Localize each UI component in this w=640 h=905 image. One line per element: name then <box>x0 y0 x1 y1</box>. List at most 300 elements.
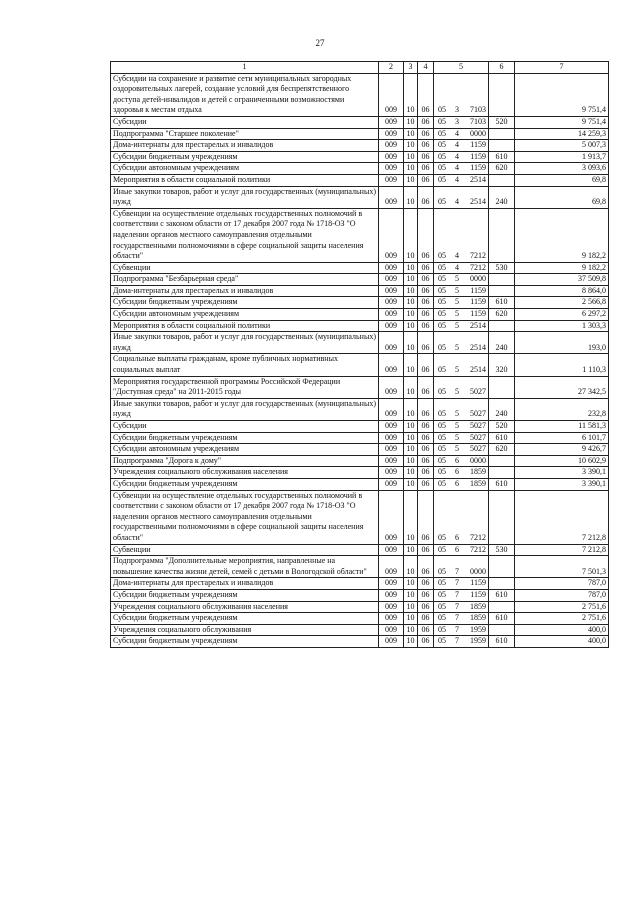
row-code-ministry: 009 <box>379 163 404 175</box>
row-code-expense-type: 620 <box>489 163 515 175</box>
page-number: 27 <box>315 38 325 48</box>
row-code-subsection: 06 <box>418 186 434 208</box>
row-code-section: 10 <box>404 478 418 490</box>
row-code-target <box>434 163 489 175</box>
row-code-target <box>434 589 489 601</box>
row-code-expense-type <box>489 174 515 186</box>
table-row <box>111 262 609 274</box>
row-code-subsection: 06 <box>418 636 434 648</box>
row-code-section: 10 <box>404 208 418 262</box>
row-amount: 6 101,7 <box>515 432 609 444</box>
row-code-target-subprogram: 4 <box>455 128 459 138</box>
row-code-ministry: 009 <box>379 444 404 456</box>
row-code-expense-type <box>489 601 515 613</box>
row-code-target-subprogram: 4 <box>455 197 459 207</box>
row-code-subsection: 06 <box>418 163 434 175</box>
row-code-target-item: 1159 <box>470 285 486 295</box>
row-code-target-program: 05 <box>438 467 446 477</box>
row-code-ministry: 009 <box>379 613 404 625</box>
row-code-ministry: 009 <box>379 354 404 376</box>
row-code-target-item: 7212 <box>470 532 486 542</box>
row-code-section: 10 <box>404 320 418 332</box>
row-code-target <box>434 376 489 398</box>
header-col-3: 3 <box>404 62 418 74</box>
row-code-ministry: 009 <box>379 398 404 420</box>
row-code-target-subprogram: 7 <box>455 613 459 623</box>
row-code-ministry: 009 <box>379 297 404 309</box>
table-row <box>111 578 609 590</box>
row-code-section: 10 <box>404 332 418 354</box>
row-code-target <box>434 578 489 590</box>
row-code-subsection: 06 <box>418 128 434 140</box>
table-row <box>111 490 609 544</box>
row-amount: 9 751,4 <box>515 116 609 128</box>
row-code-subsection: 06 <box>418 556 434 578</box>
row-code-target-subprogram: 5 <box>455 444 459 454</box>
table-row <box>111 309 609 321</box>
row-code-expense-type <box>489 455 515 467</box>
row-code-target-item: 2514 <box>470 342 486 352</box>
row-code-target-subprogram: 5 <box>455 320 459 330</box>
row-code-target-program: 05 <box>438 387 446 397</box>
row-code-ministry: 009 <box>379 467 404 479</box>
row-name: Подпрограмма "Старшее поколение" <box>111 128 379 140</box>
row-name: Субсидии автономным учреждениям <box>111 309 379 321</box>
row-code-target-item: 5027 <box>470 432 486 442</box>
row-amount: 69,8 <box>515 174 609 186</box>
row-code-target <box>434 73 489 116</box>
row-code-ministry: 009 <box>379 421 404 433</box>
row-code-expense-type <box>489 490 515 544</box>
table-row <box>111 478 609 490</box>
row-code-target-program: 05 <box>438 624 446 634</box>
row-code-ministry: 009 <box>379 478 404 490</box>
row-code-subsection: 06 <box>418 354 434 376</box>
row-name: Субсидии на сохранение и развитие сети муниципальных загородных оздоровительных лагерей, создание условий для беспрепятственного доступа детей-инвалидов и детей с ограниченными возможностями здоровья к местам отдыха <box>111 73 379 116</box>
row-code-target-program: 05 <box>438 432 446 442</box>
row-code-target-program: 05 <box>438 342 446 352</box>
row-code-target-item: 1959 <box>470 624 486 634</box>
row-code-target-subprogram: 7 <box>455 601 459 611</box>
row-code-section: 10 <box>404 601 418 613</box>
row-code-target-subprogram: 5 <box>455 285 459 295</box>
row-code-section: 10 <box>404 274 418 286</box>
row-code-section: 10 <box>404 455 418 467</box>
row-code-subsection: 06 <box>418 624 434 636</box>
row-amount: 400,0 <box>515 624 609 636</box>
row-code-expense-type <box>489 128 515 140</box>
row-code-expense-type: 240 <box>489 332 515 354</box>
row-code-target-item: 2514 <box>470 197 486 207</box>
row-code-subsection: 06 <box>418 455 434 467</box>
row-code-target-item: 7103 <box>470 105 486 115</box>
row-name: Субсидии бюджетным учреждениям <box>111 297 379 309</box>
row-code-subsection: 06 <box>418 601 434 613</box>
row-code-target-item: 1159 <box>470 309 486 319</box>
row-amount: 9 751,4 <box>515 73 609 116</box>
row-code-subsection: 06 <box>418 589 434 601</box>
row-code-target-subprogram: 5 <box>455 274 459 284</box>
row-code-target-program: 05 <box>438 636 446 646</box>
row-code-target-program: 05 <box>438 601 446 611</box>
row-code-expense-type <box>489 578 515 590</box>
row-code-section: 10 <box>404 163 418 175</box>
row-code-target-item: 2514 <box>470 365 486 375</box>
row-code-subsection: 06 <box>418 421 434 433</box>
row-amount: 69,8 <box>515 186 609 208</box>
row-code-target-subprogram: 4 <box>455 163 459 173</box>
row-code-target <box>434 398 489 420</box>
row-name: Субсидии бюджетным учреждениям <box>111 478 379 490</box>
row-code-target-program: 05 <box>438 140 446 150</box>
row-code-target-subprogram: 4 <box>455 140 459 150</box>
table-row <box>111 421 609 433</box>
row-amount: 6 297,2 <box>515 309 609 321</box>
row-code-section: 10 <box>404 398 418 420</box>
row-code-target <box>434 354 489 376</box>
row-code-target-program: 05 <box>438 532 446 542</box>
row-code-target <box>434 455 489 467</box>
table-row <box>111 376 609 398</box>
table-row <box>111 601 609 613</box>
row-amount: 9 426,7 <box>515 444 609 456</box>
row-code-target-item: 5027 <box>470 421 486 430</box>
row-name: Иные закупки товаров, работ и услуг для государственных (муниципальных) нужд <box>111 186 379 208</box>
row-code-target-program: 05 <box>438 478 446 488</box>
row-code-target-subprogram: 4 <box>455 151 459 161</box>
row-code-target-subprogram: 6 <box>455 532 459 542</box>
table-row <box>111 208 609 262</box>
header-col-5: 5 <box>434 62 489 74</box>
row-code-subsection: 06 <box>418 444 434 456</box>
row-code-expense-type <box>489 556 515 578</box>
row-code-subsection: 06 <box>418 398 434 420</box>
row-code-target-program: 05 <box>438 409 446 419</box>
row-code-section: 10 <box>404 589 418 601</box>
row-code-ministry: 009 <box>379 174 404 186</box>
row-code-target-item: 1159 <box>470 297 486 307</box>
table-row <box>111 186 609 208</box>
row-code-subsection: 06 <box>418 174 434 186</box>
row-code-subsection: 06 <box>418 208 434 262</box>
row-code-target <box>434 421 489 433</box>
row-code-ministry: 009 <box>379 151 404 163</box>
row-code-target-program: 05 <box>438 544 446 554</box>
row-code-expense-type: 530 <box>489 262 515 274</box>
row-code-expense-type <box>489 73 515 116</box>
row-code-target <box>434 613 489 625</box>
row-code-expense-type <box>489 208 515 262</box>
row-amount: 11 581,3 <box>515 421 609 433</box>
row-amount: 2 751,6 <box>515 601 609 613</box>
row-code-target <box>434 208 489 262</box>
row-amount: 5 007,3 <box>515 140 609 152</box>
row-code-target-program: 05 <box>438 116 446 126</box>
table-row <box>111 444 609 456</box>
row-code-expense-type: 240 <box>489 398 515 420</box>
row-code-target <box>434 174 489 186</box>
row-name: Субвенции <box>111 544 379 556</box>
table-row <box>111 332 609 354</box>
row-name: Мероприятия в области социальной политики <box>111 174 379 186</box>
row-code-section: 10 <box>404 432 418 444</box>
row-code-target-subprogram: 6 <box>455 544 459 554</box>
row-code-target-item: 1159 <box>470 163 486 173</box>
row-code-expense-type: 620 <box>489 444 515 456</box>
row-code-target-program: 05 <box>438 444 446 454</box>
row-code-target-item: 1159 <box>470 578 486 588</box>
row-code-section: 10 <box>404 186 418 208</box>
row-code-ministry: 009 <box>379 455 404 467</box>
row-code-section: 10 <box>404 354 418 376</box>
row-code-subsection: 06 <box>418 544 434 556</box>
table-row <box>111 151 609 163</box>
table-row <box>111 163 609 175</box>
row-code-ministry: 009 <box>379 556 404 578</box>
row-code-target-item: 1159 <box>470 140 486 150</box>
row-code-section: 10 <box>404 376 418 398</box>
row-name: Субсидии автономным учреждениям <box>111 444 379 456</box>
row-code-section: 10 <box>404 140 418 152</box>
row-code-section: 10 <box>404 578 418 590</box>
row-code-expense-type: 610 <box>489 636 515 648</box>
row-code-target-subprogram: 5 <box>455 297 459 307</box>
row-code-target-subprogram: 5 <box>455 387 459 397</box>
row-code-target <box>434 274 489 286</box>
row-code-target <box>434 285 489 297</box>
row-code-ministry: 009 <box>379 490 404 544</box>
row-code-section: 10 <box>404 490 418 544</box>
row-code-target-subprogram: 4 <box>455 174 459 184</box>
row-amount: 7 501,3 <box>515 556 609 578</box>
row-amount: 787,0 <box>515 578 609 590</box>
row-code-target <box>434 467 489 479</box>
row-code-ministry: 009 <box>379 274 404 286</box>
row-code-expense-type <box>489 140 515 152</box>
table-header-row <box>111 62 609 74</box>
row-code-target-subprogram: 7 <box>455 624 459 634</box>
row-amount: 8 864,0 <box>515 285 609 297</box>
row-code-target <box>434 444 489 456</box>
row-code-target-item: 5027 <box>470 444 486 454</box>
row-code-ministry: 009 <box>379 140 404 152</box>
header-col-1: 1 <box>111 62 379 74</box>
row-code-section: 10 <box>404 262 418 274</box>
row-code-target-subprogram: 3 <box>455 105 459 115</box>
row-code-section: 10 <box>404 636 418 648</box>
row-name: Субсидии бюджетным учреждениям <box>111 432 379 444</box>
row-code-subsection: 06 <box>418 116 434 128</box>
row-code-target <box>434 128 489 140</box>
row-code-target <box>434 320 489 332</box>
row-code-target-subprogram: 4 <box>455 251 459 261</box>
row-code-section: 10 <box>404 151 418 163</box>
row-amount: 7 212,8 <box>515 544 609 556</box>
row-code-target-subprogram: 6 <box>455 467 459 477</box>
row-amount: 14 259,3 <box>515 128 609 140</box>
row-code-target <box>434 544 489 556</box>
row-name: Субсидии <box>111 116 379 128</box>
row-amount: 37 509,8 <box>515 274 609 286</box>
table-row <box>111 556 609 578</box>
row-code-section: 10 <box>404 544 418 556</box>
row-code-target-program: 05 <box>438 285 446 295</box>
row-amount: 27 342,5 <box>515 376 609 398</box>
header-col-6: 6 <box>489 62 515 74</box>
row-code-expense-type: 610 <box>489 613 515 625</box>
row-code-subsection: 06 <box>418 274 434 286</box>
row-amount: 3 390,1 <box>515 467 609 479</box>
row-name: Подпрограмма "Дополнительные мероприятия, направленные на повышение качества жизни детей, семей с детьми в Вологодской области" <box>111 556 379 578</box>
row-name: Учреждения социального обслуживания населения <box>111 601 379 613</box>
row-code-expense-type <box>489 376 515 398</box>
row-code-section: 10 <box>404 116 418 128</box>
row-code-section: 10 <box>404 613 418 625</box>
row-code-expense-type: 610 <box>489 589 515 601</box>
row-code-target-subprogram: 5 <box>455 409 459 419</box>
row-amount: 1 303,3 <box>515 320 609 332</box>
row-code-section: 10 <box>404 444 418 456</box>
row-name: Субвенции на осуществление отдельных государственных полномочий в соответствии с законом области от 17 декабря 2007 года № 1718-ОЗ "О наделении органов местного самоуправления отдельными государственными полномочиями в сфере социальной защиты населения области" <box>111 490 379 544</box>
row-code-target <box>434 151 489 163</box>
table-row <box>111 544 609 556</box>
row-code-target-program: 05 <box>438 251 446 261</box>
row-code-target <box>434 297 489 309</box>
row-code-expense-type <box>489 285 515 297</box>
row-code-ministry: 009 <box>379 624 404 636</box>
row-code-subsection: 06 <box>418 309 434 321</box>
row-code-target-subprogram: 7 <box>455 636 459 646</box>
row-code-target-program: 05 <box>438 365 446 375</box>
row-code-expense-type: 610 <box>489 297 515 309</box>
row-name: Мероприятия государственной программы Российской Федерации "Доступная среда" на 2011-2015 годы <box>111 376 379 398</box>
header-col-2: 2 <box>379 62 404 74</box>
row-amount: 3 093,6 <box>515 163 609 175</box>
row-code-target <box>434 478 489 490</box>
table-row <box>111 274 609 286</box>
row-code-target-subprogram: 5 <box>455 342 459 352</box>
row-amount: 3 390,1 <box>515 478 609 490</box>
row-code-target-item: 0000 <box>470 455 486 465</box>
table-row <box>111 73 609 116</box>
table-row <box>111 624 609 636</box>
row-code-subsection: 06 <box>418 613 434 625</box>
row-code-target-subprogram: 6 <box>455 478 459 488</box>
row-amount: 400,0 <box>515 636 609 648</box>
row-amount: 232,8 <box>515 398 609 420</box>
row-code-ministry: 009 <box>379 208 404 262</box>
row-code-target-program: 05 <box>438 105 446 115</box>
row-amount: 9 182,2 <box>515 262 609 274</box>
table-row <box>111 613 609 625</box>
row-code-ministry: 009 <box>379 262 404 274</box>
row-code-ministry: 009 <box>379 116 404 128</box>
table-row <box>111 589 609 601</box>
row-code-expense-type <box>489 624 515 636</box>
row-code-target-item: 7212 <box>470 544 486 554</box>
row-code-section: 10 <box>404 297 418 309</box>
row-amount: 10 602,9 <box>515 455 609 467</box>
row-code-target-item: 5027 <box>470 387 486 397</box>
row-name: Мероприятия в области социальной политики <box>111 320 379 332</box>
row-code-expense-type: 240 <box>489 186 515 208</box>
row-code-expense-type: 620 <box>489 309 515 321</box>
row-code-ministry: 009 <box>379 309 404 321</box>
row-code-subsection: 06 <box>418 73 434 116</box>
row-code-target-subprogram: 5 <box>455 421 459 430</box>
row-code-target-item: 1859 <box>470 467 486 477</box>
row-code-target-subprogram: 3 <box>455 116 459 126</box>
row-code-target-program: 05 <box>438 320 446 330</box>
row-code-target-program: 05 <box>438 455 446 465</box>
row-code-subsection: 06 <box>418 490 434 544</box>
row-code-target-item: 0000 <box>470 128 486 138</box>
row-code-target-subprogram: 5 <box>455 432 459 442</box>
header-col-7: 7 <box>515 62 609 74</box>
row-code-section: 10 <box>404 624 418 636</box>
table-row <box>111 636 609 648</box>
row-code-ministry: 009 <box>379 285 404 297</box>
row-code-section: 10 <box>404 309 418 321</box>
table-row <box>111 398 609 420</box>
table-row <box>111 467 609 479</box>
row-name: Субсидии автономным учреждениям <box>111 163 379 175</box>
row-code-target-item: 1859 <box>470 478 486 488</box>
row-code-target <box>434 636 489 648</box>
row-code-target-item: 2514 <box>470 320 486 330</box>
row-name: Дома-интернаты для престарелых и инвалидов <box>111 578 379 590</box>
row-code-target-subprogram: 5 <box>455 365 459 375</box>
row-code-target-item: 2514 <box>470 174 486 184</box>
row-code-expense-type: 530 <box>489 544 515 556</box>
row-code-target <box>434 309 489 321</box>
row-code-target-program: 05 <box>438 566 446 576</box>
row-code-section: 10 <box>404 467 418 479</box>
row-code-target-program: 05 <box>438 297 446 307</box>
row-code-target <box>434 432 489 444</box>
row-name: Подпрограмма "Безбарьерная среда" <box>111 274 379 286</box>
table-row <box>111 432 609 444</box>
row-code-target-program: 05 <box>438 262 446 272</box>
row-code-ministry: 009 <box>379 601 404 613</box>
row-code-target-subprogram: 6 <box>455 455 459 465</box>
row-code-expense-type: 610 <box>489 432 515 444</box>
table-row <box>111 320 609 332</box>
row-code-target <box>434 624 489 636</box>
table-row <box>111 455 609 467</box>
row-code-target-program: 05 <box>438 163 446 173</box>
row-code-target <box>434 116 489 128</box>
row-code-target <box>434 186 489 208</box>
row-code-section: 10 <box>404 128 418 140</box>
row-code-section: 10 <box>404 285 418 297</box>
row-name: Иные закупки товаров, работ и услуг для государственных (муниципальных) нужд <box>111 332 379 354</box>
row-code-target-subprogram: 7 <box>455 566 459 576</box>
row-name: Субвенции <box>111 262 379 274</box>
row-code-target-program: 05 <box>438 274 446 284</box>
row-code-target-item: 0000 <box>470 566 486 576</box>
row-code-expense-type <box>489 274 515 286</box>
table-body <box>111 62 609 648</box>
row-code-subsection: 06 <box>418 285 434 297</box>
budget-table <box>110 61 609 648</box>
row-name: Субсидии <box>111 421 379 433</box>
row-code-target <box>434 601 489 613</box>
row-code-target-subprogram: 4 <box>455 262 459 272</box>
row-code-target-program: 05 <box>438 589 446 599</box>
row-amount: 9 182,2 <box>515 208 609 262</box>
row-code-ministry: 009 <box>379 578 404 590</box>
